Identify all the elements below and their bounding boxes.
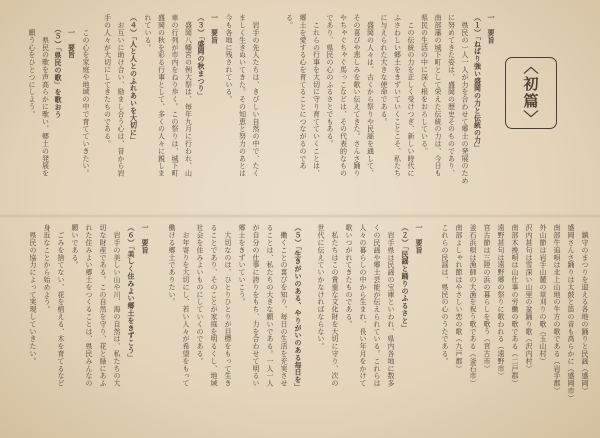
text-column: 働くことの喜びを知り、毎日の生活を充実させ [280, 224, 288, 387]
text-block-top-middle [100, 14, 262, 206]
text-column: 身近なことから始めよう。 [43, 224, 51, 313]
text-column: 県民の一人一人が力を合わせて郷土の発展のため [461, 14, 469, 185]
item-heading: （５）「生きがいのある、やりがいのある毎日を」 [294, 224, 303, 391]
title-box [505, 57, 557, 129]
item-heading: （４）「人と人とのふれあいを大切に」 [129, 14, 139, 144]
text-block-bottom-right [438, 224, 592, 428]
text-column: 願う心をひとつにしよう。 [28, 14, 36, 118]
text-column: お年寄りを大切にし、若い人々が希望をもって [182, 224, 190, 387]
list-item: 盛岡さんさ踊りは太鼓と笛の音も高らかに（盛岡市） [567, 224, 575, 402]
text-column: 人々の暮らしの中から生まれ、長い年月をかけて [359, 224, 367, 387]
text-column: が自分の仕事に誇りをもち、力を合わせて明るい [252, 224, 260, 387]
text-column: 県民の協力によって実現していきたい。 [29, 224, 37, 365]
text-column: 願いである。 [71, 224, 79, 269]
text-block-bottom-center-right [314, 224, 426, 428]
text-column: であり、県民の心のふるさとでもある。 [326, 14, 334, 148]
section-heading: 一 要旨 [487, 14, 496, 44]
text-column: 世代に伝えていかなければならない。 [317, 224, 325, 350]
text-column: 車の行列が市内をねり歩く。この祭りは、城下町 [171, 14, 179, 177]
item-heading: （２）「民謡と踊りのふるさと」 [401, 224, 410, 332]
text-column: 手の人々が大切にしてきたものである。 [103, 14, 112, 148]
text-block-bottom-left [26, 224, 152, 428]
section-heading: 一 要旨 [67, 14, 77, 59]
text-column: 県民の歌を声高らかに歌い、郷土の発展を [41, 14, 50, 177]
text-column: に与えられた大きな使命である。 [380, 14, 388, 125]
page-fold [0, 214, 600, 218]
item-heading: （６）「美しく住みよい郷土をきずこう」 [127, 224, 136, 362]
text-column: やちゃぐちゃぐ馬っこなどは、その代表的なもの [339, 14, 348, 177]
text-column: 盛岡の人々は、古くから祭りや民謡を通して、 [366, 14, 375, 177]
list-item: これらの民謡は、県民の心のうたである。 [441, 224, 449, 365]
text-column: くの民謡や郷土芸能が伝えられている。これらは [373, 224, 381, 387]
text-column: この心を家庭や地域の中で育てていきたい。 [82, 14, 90, 177]
title-label: 〈初篇〉 [521, 59, 540, 127]
text-block-top-right [282, 14, 498, 206]
item-heading: （５）「県民の歌」を歌おう [54, 14, 63, 118]
text-column: 大切なのは、ひとりひとりが目標をもって生き [224, 224, 232, 387]
list-item: 遠野甚句は遠野郷の祭りに歌われる（遠野市） [497, 224, 505, 380]
text-column: ることは、私たちの大きな願いである。一人一人 [266, 224, 274, 387]
list-item: 南部牛追唄は北上山地の牛方の歌である（岩手郡） [553, 224, 561, 395]
text-column: これらの行事を大切に守り育てていくことは、 [312, 14, 321, 177]
text-column: 社会を住みよいものにしていくのである。 [196, 224, 204, 365]
text-block-top-left [24, 14, 92, 206]
text-column: 歌いつがれてきたものである。 [345, 224, 353, 328]
text-column: れている。 [144, 14, 152, 51]
section-heading: 一 要旨 [141, 224, 150, 254]
text-column: この伝統の力を正しく受けつぎ、新しい時代に [407, 14, 415, 177]
text-column: その喜びや悲しみを歌い伝えてきた。さんさ踊り [353, 14, 361, 177]
text-column: に努めてきた姿は、盛岡の歴史そのものであり、 [447, 14, 456, 177]
text-column: 県民の生活の中に深く根をおろしている。 [420, 14, 429, 155]
text-column: る。 [285, 14, 294, 29]
list-item: 鎮守のまつりを迎える各地の踊りと民謡（盛岡） [581, 224, 589, 395]
text-column: 郷土を愛する心を育てることにつながるのであ [299, 14, 307, 170]
text-column: 私たちはこの貴重な文化財を大切に守り、次の [331, 224, 339, 387]
text-column: お互いに助け合い、励まし合う心は、昔から岩 [117, 14, 125, 177]
section-heading: 一 要旨 [210, 14, 220, 44]
text-column: 郷土をきずいていこう。 [238, 224, 246, 306]
text-column: ましく生きぬいてきた。その知恵と努力のあとは [238, 14, 247, 177]
text-column: 盛岡八幡宮の例大祭は、毎年九月に行われ、山 [184, 14, 193, 177]
list-item: 外山節は岩手山麓の草刈りの歌（玉山村） [539, 224, 547, 365]
text-column: 南部藩の城下町として栄えた伝統の力は、今日も [434, 14, 442, 177]
text-column: 岩手県は民謡の宝庫といわれ、県内各地に数多 [387, 224, 395, 387]
text-column: 岩手の先人たちは、きびしい自然の中で、たく [252, 14, 260, 177]
section-heading: 一 要旨 [415, 224, 424, 254]
list-item: 釜石浜唄は漁師の大漁を祝う歌である（釜石市） [469, 224, 477, 387]
list-item: 南部よしゃれ節はやさしい恋の歌（九戸郡） [455, 224, 463, 372]
text-block-bottom-center-left [165, 224, 305, 428]
item-heading: （１）「ねばり強い盛岡の力と伝統の力」 [473, 14, 483, 152]
text-column: 切な財産である。この自然を守り、花と緑にあふ [99, 224, 107, 387]
list-item: 南部木挽唄は山仕事の労働の歌である（二戸郡） [511, 224, 519, 387]
list-item: 宮古節は三陸の浜の暮らしを歌う（宮古市） [483, 224, 491, 372]
text-column: ることであり、そのことが家庭を明るくし、地域 [210, 224, 218, 387]
text-column: ごみを捨てない、花を植える、木を育てるなど [57, 224, 65, 387]
text-column: 岩手の美しい山や川、海の自然は、私たちの大 [113, 224, 121, 387]
text-column: 盛岡の秋を彩る行事として、多くの人々に親しま [157, 14, 166, 177]
text-column: 今も各地に残されている。 [225, 14, 233, 103]
text-column: れた住みよい郷土をつくることは、県民みんなの [85, 224, 93, 387]
text-column: 働ける郷土でありたい。 [168, 224, 176, 306]
text-column: ふさわしい郷土をきずいていくことこそ、私たち [393, 14, 402, 177]
list-item: 沢内甚句は雪深い山里の盆踊り歌（沢内村） [525, 224, 533, 372]
item-heading: （３）「盛岡の秋まつり」 [197, 14, 206, 100]
